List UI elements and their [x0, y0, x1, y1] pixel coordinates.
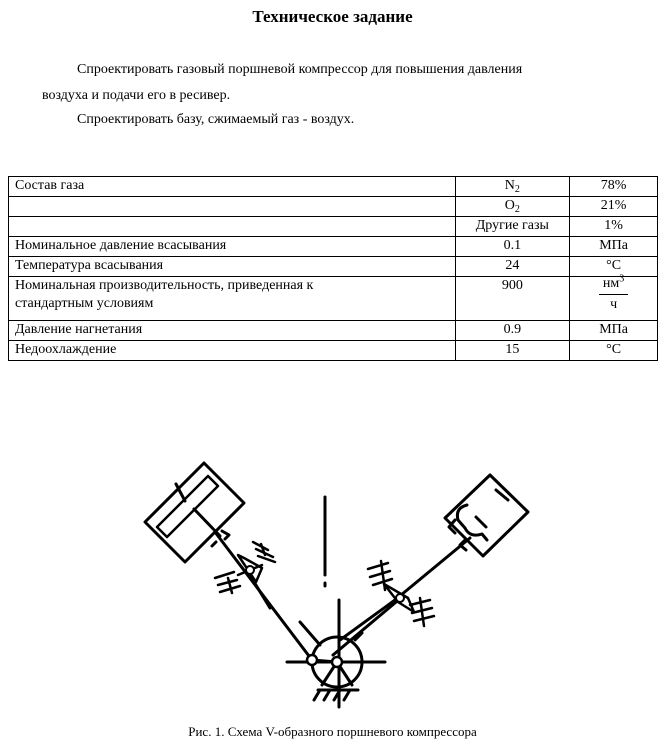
value-text: N	[504, 178, 515, 193]
left-pivot	[246, 566, 254, 574]
value-cell	[455, 177, 570, 197]
table-row	[9, 197, 658, 217]
document-title: Техническое задание	[252, 7, 413, 26]
unit-fraction	[599, 273, 628, 312]
unit-numerator	[599, 273, 628, 295]
table-row	[9, 237, 658, 257]
param-line-1: Номинальная производительность, приведенная к	[15, 278, 314, 293]
value-subscript: 2	[514, 204, 520, 215]
param-cell: Состав газа	[9, 177, 456, 197]
task-paragraph-1-cont: воздуха и подачи его в ресивер.	[42, 88, 231, 103]
param-line-2: стандартным условиям	[15, 296, 154, 311]
right-pivot	[396, 594, 404, 602]
param-cell: Температура всасывания	[9, 257, 456, 277]
figure-caption: Рис. 1. Схема V-образного поршневого компрессора	[188, 724, 477, 739]
unit-cell: 21%	[570, 197, 658, 217]
compressor-schematic	[130, 440, 550, 710]
unit-cell: 1%	[570, 217, 658, 237]
param-cell	[9, 197, 456, 217]
unit-num-text: нм	[602, 276, 620, 291]
table-row	[9, 217, 658, 237]
table-row	[9, 177, 658, 197]
value-cell: 24	[455, 257, 570, 277]
table-row	[9, 321, 658, 341]
value-cell: 900	[455, 277, 570, 321]
unit-cell: 78%	[570, 177, 658, 197]
param-cell: Давление нагнетания	[9, 321, 456, 341]
unit-superscript: 3	[619, 273, 625, 285]
unit-cell: °C	[570, 341, 658, 361]
table-row	[9, 341, 658, 361]
param-cell	[9, 217, 456, 237]
right-cylinder	[395, 475, 528, 600]
value-cell: Другие газы	[455, 217, 570, 237]
param-cell: Недоохлаждение	[9, 341, 456, 361]
table-row	[9, 257, 658, 277]
param-cell: Номинальное давление всасывания	[9, 237, 456, 257]
spec-table	[8, 176, 658, 361]
left-crosshead	[215, 542, 275, 593]
table-row	[9, 277, 658, 321]
right-rod-guide	[340, 600, 395, 640]
value-cell: 0.1	[455, 237, 570, 257]
left-cylinder	[145, 463, 244, 562]
value-text: O	[504, 198, 515, 213]
param-cell	[9, 277, 456, 321]
value-subscript: 2	[514, 184, 520, 195]
main-bearing	[332, 657, 342, 667]
value-cell: 15	[455, 341, 570, 361]
unit-cell: МПа	[570, 321, 658, 341]
right-connecting-rod	[333, 597, 402, 655]
value-cell: 0.9	[455, 321, 570, 341]
unit-cell: °C	[570, 257, 658, 277]
unit-denominator: ч	[610, 297, 618, 312]
unit-cell	[570, 273, 658, 321]
value-cell	[455, 197, 570, 217]
task-paragraph-1: Спроектировать газовый поршневой компрессор для повышения давления	[77, 62, 523, 77]
task-paragraph-2: Спроектировать базу, сжимаемый газ - воздух.	[77, 112, 355, 127]
crank-pin	[307, 655, 317, 665]
unit-cell: МПа	[570, 237, 658, 257]
